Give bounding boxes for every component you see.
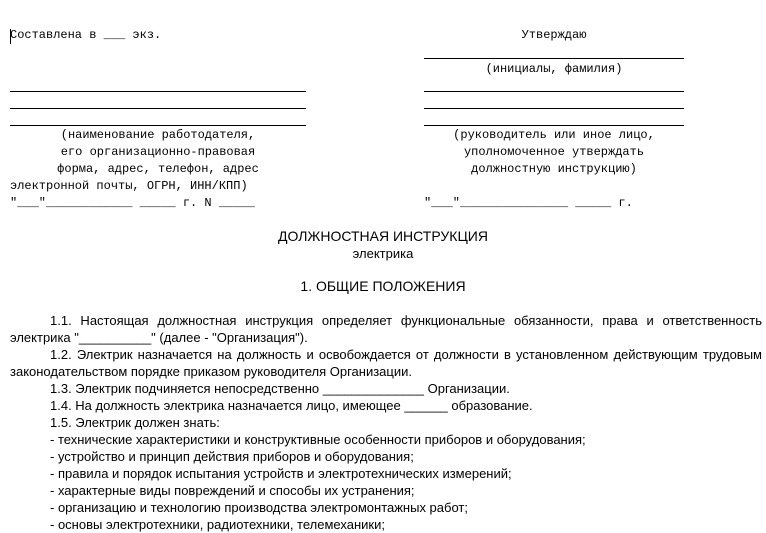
paragraph-1-4: 1.4. На должность электрика назначается лицо, имеющее ______ образование. <box>50 398 533 413</box>
doc-date-line: "___"____________ _____ г. N _____ <box>10 196 255 210</box>
list-item: - организацию и технологию производства электромонтажных работ; <box>50 500 468 515</box>
document-subtitle: электрика <box>352 246 414 261</box>
approver-signature-line <box>424 58 684 59</box>
list-item: - основы электротехники, радиотехники, телемеханики; <box>50 517 385 532</box>
employer-line-1 <box>10 91 306 92</box>
head-line-1 <box>424 91 684 92</box>
list-item: - технические характеристики и конструктивные особенности приборов и оборудования; <box>50 432 586 447</box>
employer-line-3 <box>10 125 306 126</box>
employer-caption-3: форма, адрес, телефон, адрес <box>57 162 259 176</box>
list-item: - устройство и принцип действия приборов и оборудования; <box>50 449 414 464</box>
employer-line-2 <box>10 108 306 109</box>
list-item: - правила и порядок испытания устройств и электротехнических измерений; <box>50 466 512 481</box>
employer-caption-1: (наименование работодателя, <box>60 128 256 142</box>
section-title: 1. ОБЩИЕ ПОЛОЖЕНИЯ <box>300 278 466 294</box>
head-caption-1: (руководитель или иное лицо, <box>453 128 655 142</box>
initials-caption: (инициалы, фамилия) <box>485 62 623 76</box>
paragraph-1-5: 1.5. Электрик должен знать: <box>50 415 220 430</box>
head-line-3 <box>424 125 684 126</box>
copies-line: Составлена в ___ экз. <box>10 28 162 42</box>
approve-label: Утверждаю <box>521 28 587 42</box>
paragraph-1-2: 1.2. Электрик назначается на должность и освобождается от должности в установленном действующим трудовым законодательством порядке приказом руководителя Организации. <box>10 347 762 379</box>
head-caption-2: уполномоченное утверждать <box>463 145 645 159</box>
employer-caption-4: электронной почты, ОГРН, ИНН/КПП) <box>10 179 248 193</box>
approve-date-line: "___"_______________ _____ г. <box>424 196 633 210</box>
employer-caption-2: его организационно-правовая <box>60 145 256 159</box>
paragraph-1-3: 1.3. Электрик подчиняется непосредственно ______________ Организации. <box>50 381 510 396</box>
list-item: - характерные виды повреждений и способы их устранения; <box>50 483 415 498</box>
head-line-2 <box>424 108 684 109</box>
head-caption-3: должностную инструкцию) <box>471 162 637 176</box>
paragraph-1-1: 1.1. Настоящая должностная инструкция определяет функциональные обязанности, права и ответственность электрика "__________" (далее - "Организация"). <box>10 313 762 345</box>
document-title: ДОЛЖНОСТНАЯ ИНСТРУКЦИЯ <box>278 228 488 244</box>
